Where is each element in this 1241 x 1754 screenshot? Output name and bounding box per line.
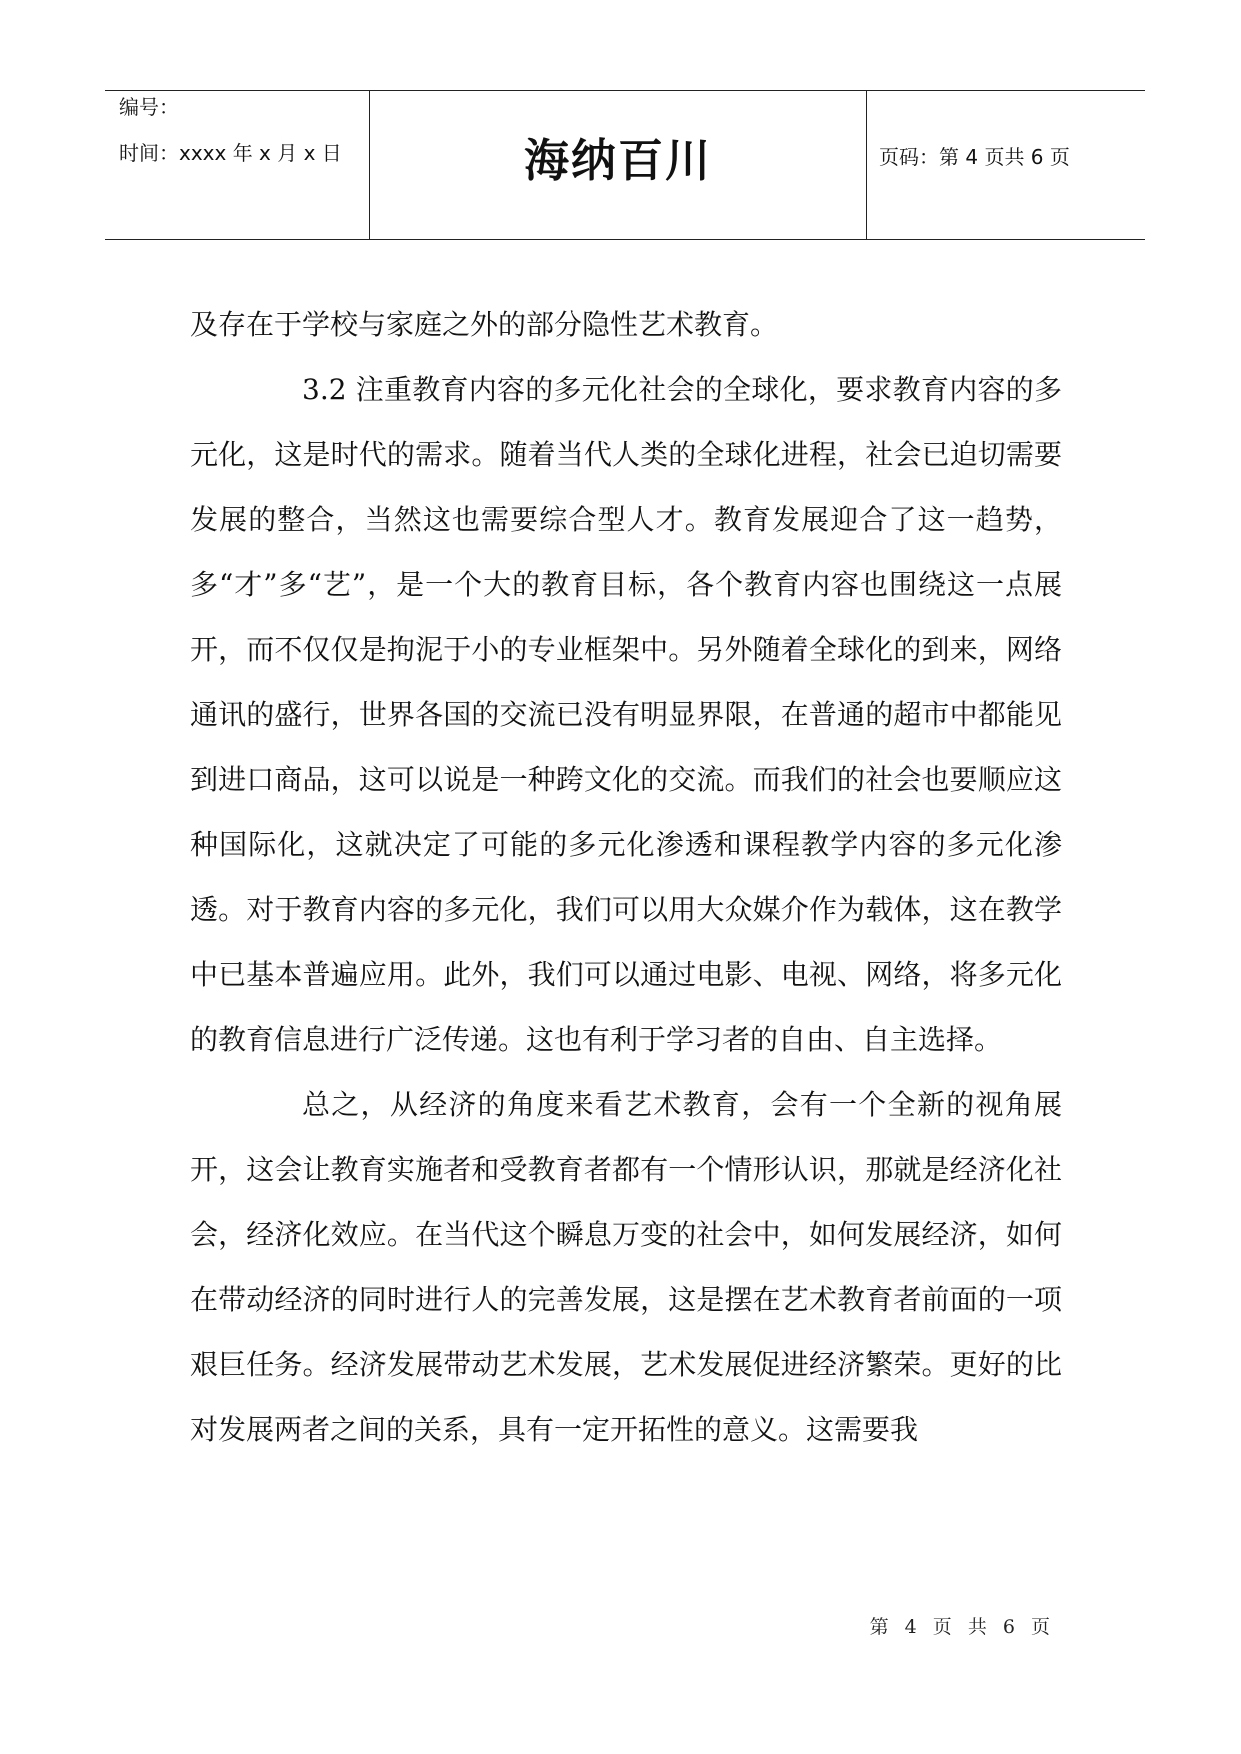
body-paragraph: 及存在于学校与家庭之外的部分隐性艺术教育。 bbox=[190, 308, 779, 341]
header-info-cell bbox=[105, 91, 370, 239]
document-title: 海纳百川 bbox=[523, 134, 712, 187]
header-title-cell bbox=[370, 91, 867, 239]
body-paragraph: 3.2 注重教育内容的多元化社会的全球化，要求教育内容的多元化，这是时代的需求。随着当代人类的全球化进程，社会已迫切需要发展的整合，当然这也需要综合型人才。教育发展迎合了这一趋势，多“才”多“艺”，是一个大的教育目标，各个教育内容也围绕这一点展开，而不仅仅是拘泥于小的专业框架中。另外随着全球化的到来，网络通讯的盛行，世界各国的交流已没有明显界限，在普通的超市中都能见到进口商品，这可以说是一种跨文化的交流。而我们的社会也要顺应这种国际化，这就决定了可能的多元化渗透和课程教学内容的多元化渗透。对于教育内容的多元化，我们可以用大众媒介作为载体，这在教学中已基本普遍应用。此外，我们可以通过电影、电视、网络，将多元化的教育信息进行广泛传递。这也有利于学习者的自由、自主选择。 bbox=[190, 373, 1062, 1056]
document-header bbox=[105, 90, 1145, 240]
body-paragraph: 总之，从经济的角度来看艺术教育，会有一个全新的视角展开，这会让教育实施者和受教育者都有一个情形认识，那就是经济化社会，经济化效应。在当代这个瞬息万变的社会中，如何发展经济，如何在带动经济的同时进行人的完善发展，这是摆在艺术教育者前面的一项艰巨任务。经济发展带动艺术发展，艺术发展促进经济繁荣。更好的比对发展两者之间的关系，具有一定开拓性的意义。这需要我 bbox=[190, 1088, 1062, 1446]
document-code-label: 编号： bbox=[119, 95, 179, 119]
page-footer: 第 4 页 共 6 页 bbox=[869, 1616, 1055, 1638]
document-body bbox=[190, 292, 1062, 1462]
header-page-label: 页码：第 4 页共 6 页 bbox=[879, 145, 1070, 169]
document-time-label: 时间：xxxx 年 x 月 x 日 bbox=[119, 141, 342, 165]
header-page-cell bbox=[867, 91, 1145, 239]
